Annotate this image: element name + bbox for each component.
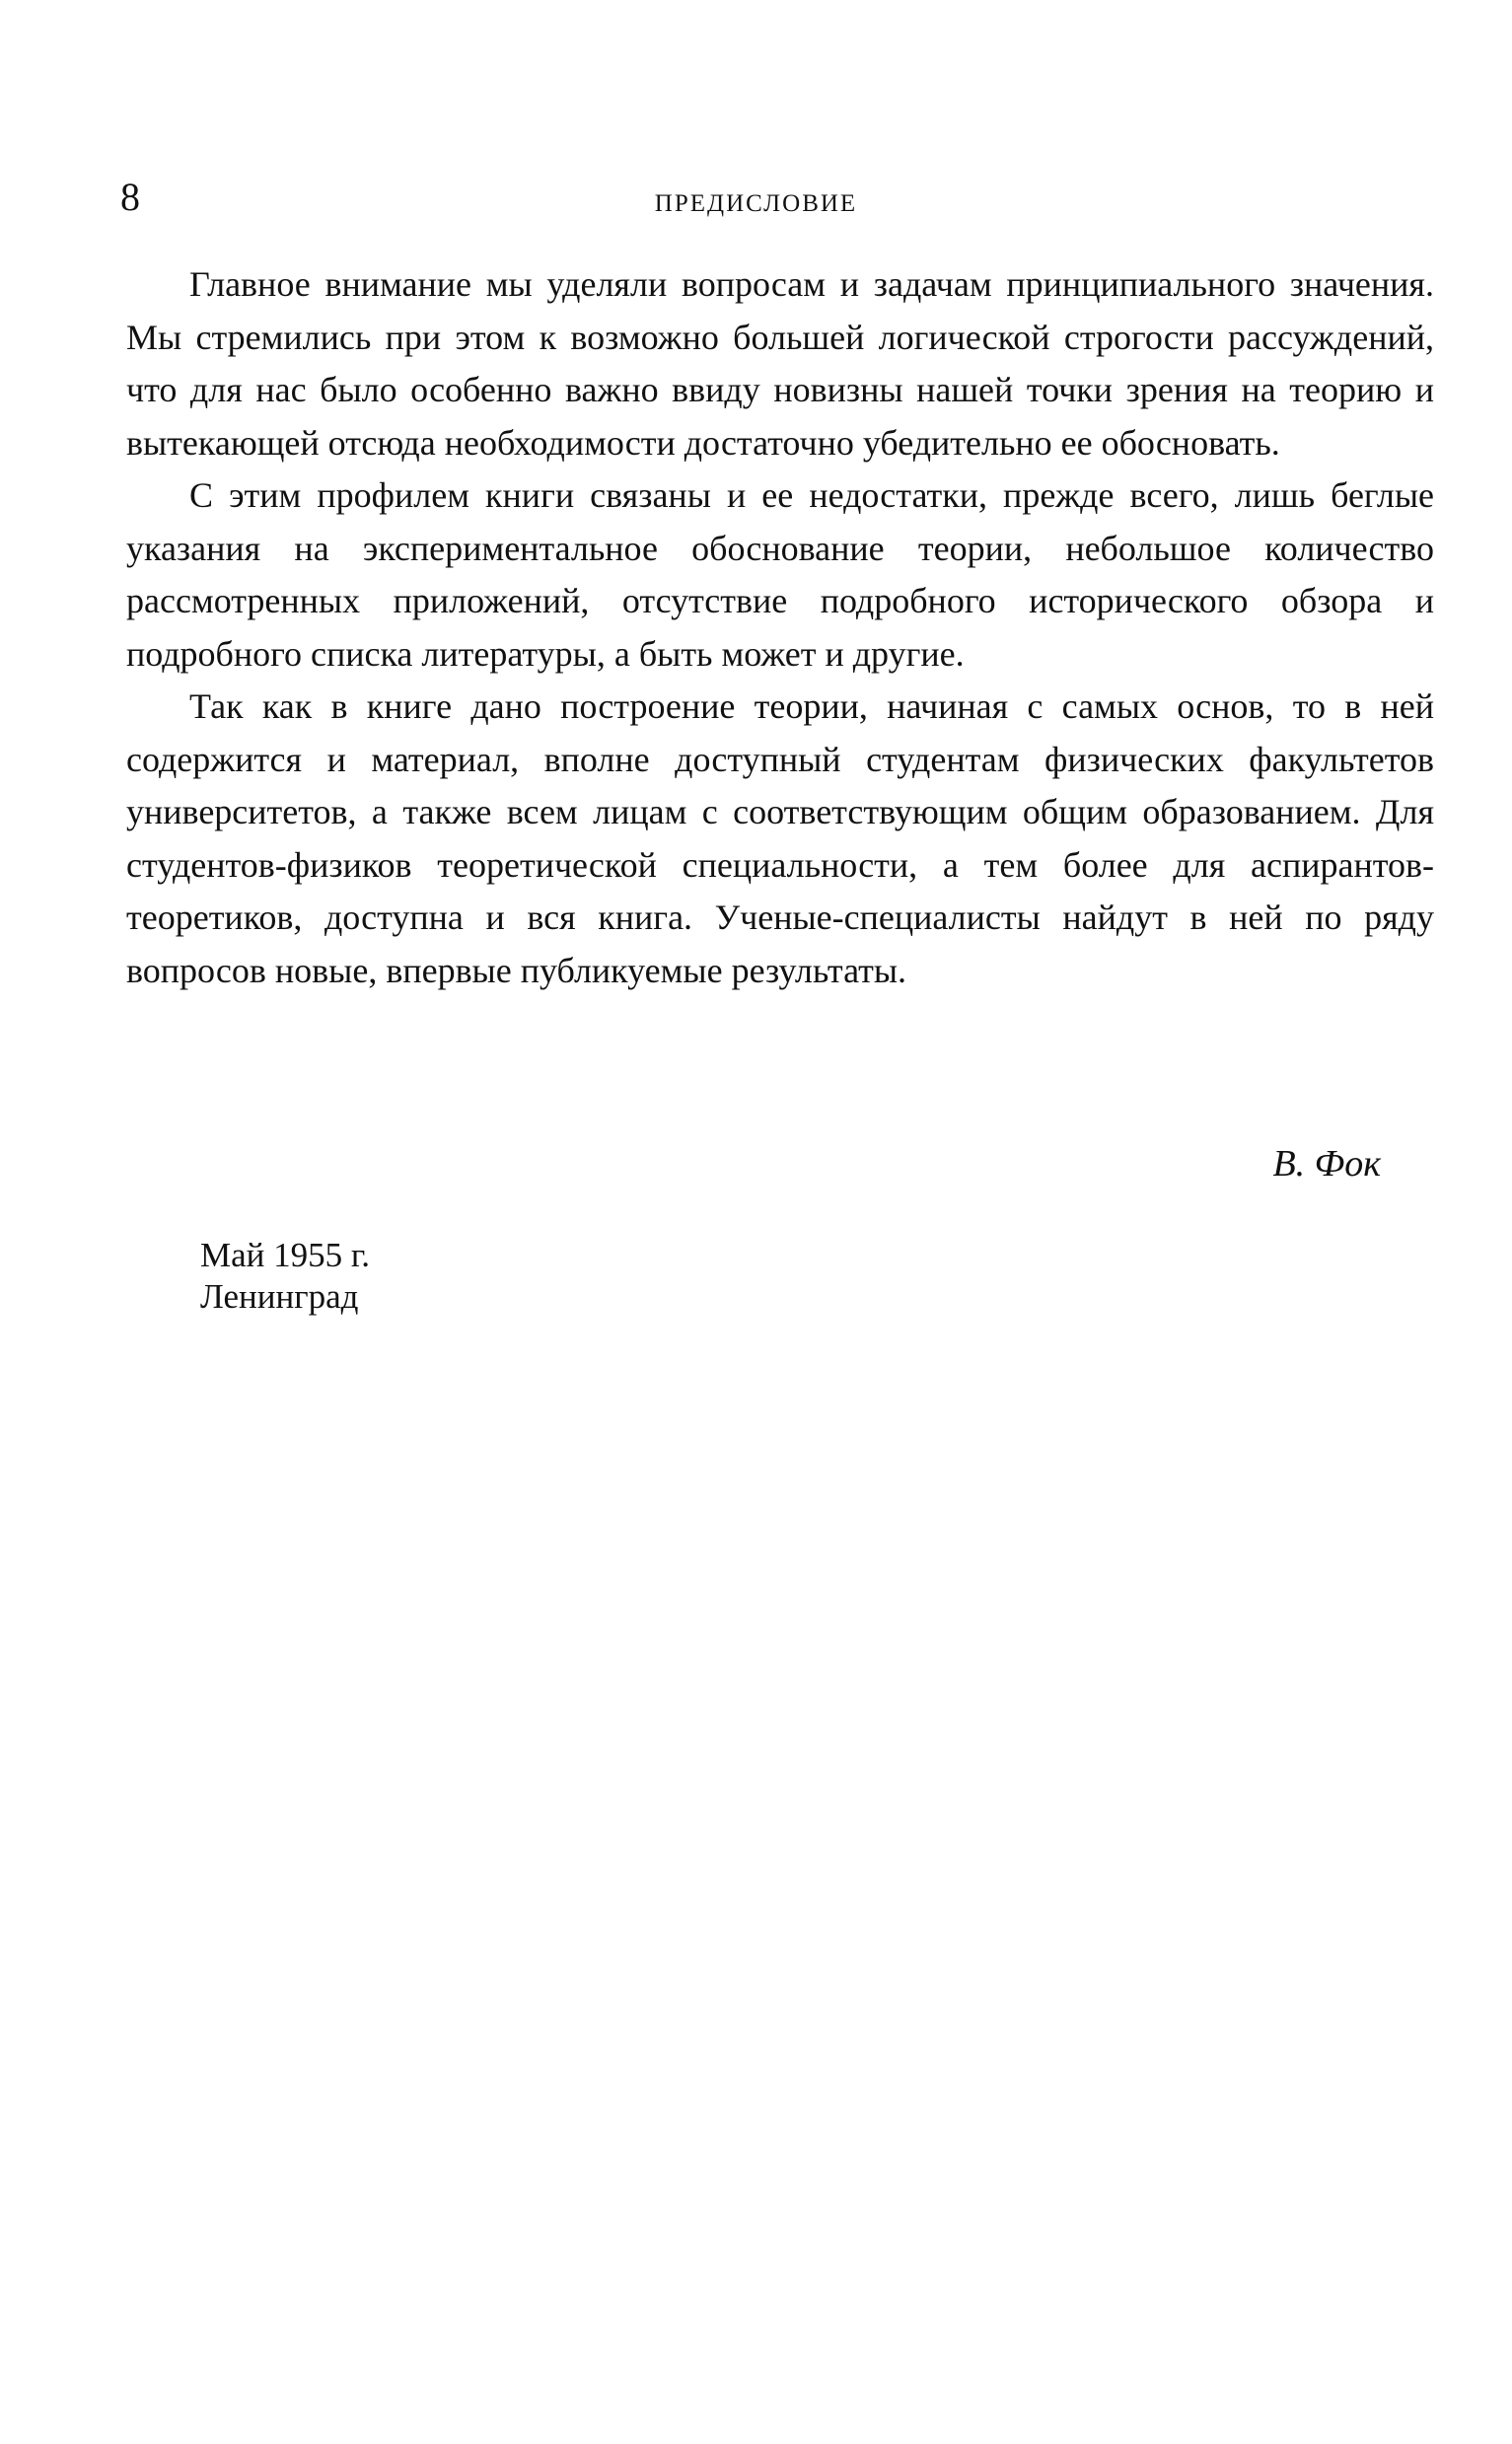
paragraph-2: С этим профилем книги связаны и ее недостатки, прежде всего, лишь беглые указания на экспериментальное обоснование теории, небольшое количество рассмотренных приложений, отсутствие подробного исторического обзора и подробного списка литературы, а быть может и другие. <box>126 475 1434 674</box>
paragraph-3: Так как в книге дано построение теории, начиная с самых основ, то в ней содержится и материал, вполне доступный студентам физических факультетов университетов, а также всем лицам с соответствующим общим образованием. Для студентов-физиков теоретической специальности, а тем более для аспирантов-теоретиков, доступна и вся книга. Ученые-специалисты найдут в ней по ряду вопросов новые, впервые публикуемые результаты. <box>126 686 1434 990</box>
date-place-block <box>200 1235 370 1318</box>
place-line: Ленинград <box>200 1277 359 1316</box>
date-line: Май 1955 г. <box>200 1236 371 1274</box>
preface-body <box>126 258 1434 997</box>
running-title: ПРЕДИСЛОВИЕ <box>654 190 858 217</box>
author-signature: В. Фок <box>1272 1143 1381 1185</box>
page-number: 8 <box>120 175 140 219</box>
paragraph-1: Главное внимание мы уделяли вопросам и задачам принципиального значения. Мы стремились при этом к возможно большей логической строгости рассуждений, что для нас было особенно важно ввиду новизны нашей точки зрения на теорию и вытекающей отсюда необходимости достаточно убедительно ее обосновать. <box>126 264 1434 463</box>
